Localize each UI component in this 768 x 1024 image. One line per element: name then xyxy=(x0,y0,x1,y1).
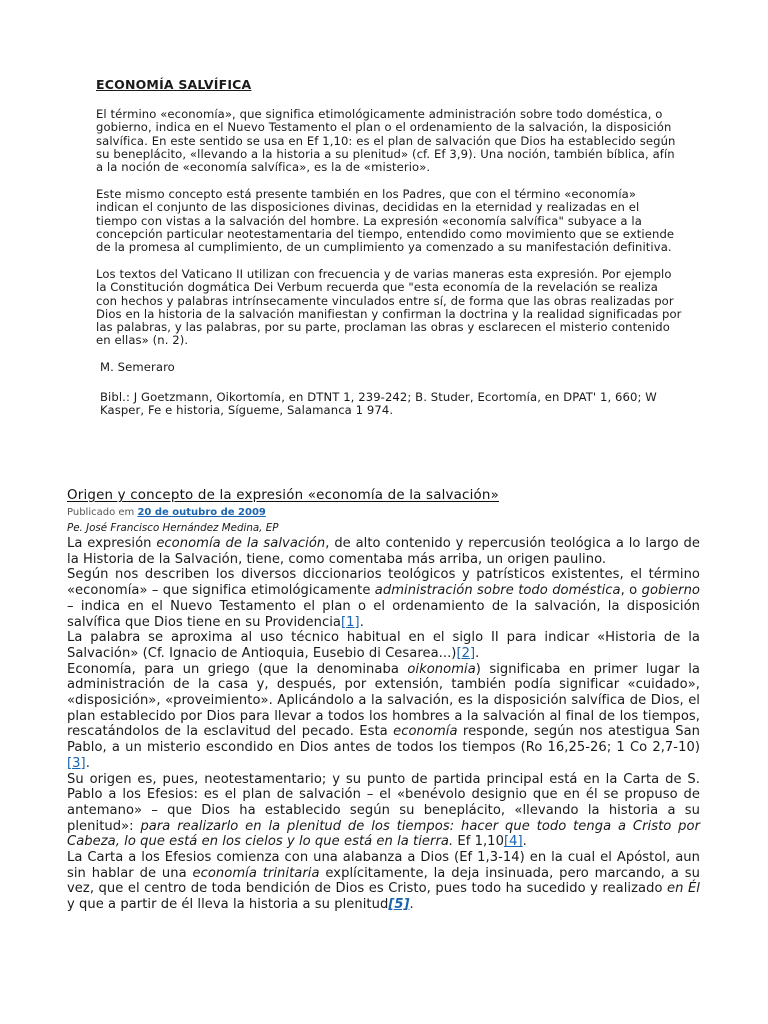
summary-paragraph-2: Este mismo concepto está presente también en los Padres, que con el término «economía» indican el conjunto de las disposiciones divinas, decididas en la eternidad y realizadas en el tiempo con vistas a la salvación del hombre. La expresión «economía salvífica" subyace a la concepción particular neotestamentaria del tiempo, entendido como movimiento que se extiende de la promesa al cumplimiento, de un cumplimiento ya comenzado a su manifestación definitiva. xyxy=(96,187,675,255)
emphasis: en Él xyxy=(667,881,700,897)
text: . xyxy=(85,755,90,771)
footnote-link-1[interactable]: [1] xyxy=(340,614,360,630)
emphasis: economía de la salvación xyxy=(156,536,326,551)
text: Economía, para un griego (que la denominaba xyxy=(67,661,408,677)
publish-info xyxy=(67,507,700,519)
text: La palabra se aproxima al uso técnico habitual en el siglo II para indicar «Historia de la Salvación» (Cf. Ignacio de Antioquia, Eusebio di Cesarea...) xyxy=(67,630,700,661)
footnote-link-3[interactable]: [3] xyxy=(67,755,86,771)
emphasis: para realizarlo en la plenitud de los tiempos: hacer que todo tenga a Cristo por Cabeza, lo que está en los cielos y lo que está en la tierra. xyxy=(67,818,700,850)
article-paragraph-5 xyxy=(67,772,700,851)
publish-prefix: Publicado em xyxy=(67,507,138,518)
emphasis: economía xyxy=(393,724,458,740)
article-section xyxy=(67,488,700,913)
text: – indica en el Nuevo Testamento el plan o el ordenamiento de la salvación, la disposición salvífica que Dios tiene en su Providencia xyxy=(67,598,700,630)
article-paragraph-6 xyxy=(67,850,700,913)
footnote-link-2[interactable]: [2] xyxy=(456,645,476,661)
author-signature: M. Semeraro xyxy=(100,360,175,375)
emphasis: administración sobre todo doméstica xyxy=(374,583,621,599)
emphasis: oikonomia xyxy=(407,661,476,677)
footnote-link-4[interactable]: [4] xyxy=(503,834,523,850)
summary-paragraph-3: Los textos del Vaticano II utilizan con frecuencia y de varias maneras esta expresión. Por ejemplo la Constitución dogmática Dei Verbum recuerda que "esta economía de la revelación se realiza con hechos y palabras intrínsecamente vinculados entre sí, de forma que las obras realizadas por Dios en la historia de la salvación manifiestan y confirman la doctrina y la realidad significadas por las palabras, y las palabras, por su parte, proclaman las obras y esclarecen el misterio contenido en ellas» (n. 2). xyxy=(96,267,682,348)
bibliography: Bibl.: J Goetzmann, Oikortomía, en DTNT 1, 239-242; B. Studer, Ecortomía, en DPAT' 1, 660; W Kasper, Fe e historia, Sígueme, Salamanca 1 974. xyxy=(100,389,657,417)
text: La expresión xyxy=(67,536,157,551)
article-paragraph-3 xyxy=(67,630,700,661)
text: y que a partir de él lleva la historia a su plenitud xyxy=(67,897,389,913)
article-paragraph-2 xyxy=(67,567,700,630)
text: , de alto contenido y repercusión teológica a lo largo de la Historia de la Salvación, tiene, como comentaba más arriba, un origen paulino. xyxy=(67,536,700,567)
article-paragraph-4 xyxy=(67,662,700,772)
text: , o xyxy=(620,583,642,599)
text: responde, según nos atestigua San Pablo, a un misterio escondido en Dios antes de todos los tiempos (Ro 16,25-26; 1 Co 2,7-10) xyxy=(67,724,700,756)
article-author: Pe. José Francisco Hernández Medina, EP xyxy=(67,522,279,534)
text: Ef 1,10 xyxy=(453,834,504,850)
text: ) significaba en primer lugar la administración de la casa y, después, por extensión, también podía significar «cuidado», «disposición», «proveimiento». Aplicándolo a la salvación, es la disposición salvífica de Dios, el plan establecido por Dios para llevar a todos los hombres a la salvación al final de los tiempos, rescatándolos de la esclavitud del pecado. Esta xyxy=(67,661,701,740)
article-paragraph-1 xyxy=(67,536,700,567)
text: La Carta a los Efesios comienza con una alabanza a Dios (Ef 1,3-14) en la cual el Apóstol, aun sin hablar de una xyxy=(67,850,700,881)
text: . xyxy=(475,645,480,661)
text: Su origen es, pues, neotestamentario; y su punto de partida principal está en la Carta de S. Pablo a los Efesios: es el plan de salvación – el «benévolo designio que en él se propuso de antemano» – que Dios ha establecido según su beneplácito, «llevando la historia a su plenitud»: xyxy=(67,771,700,834)
article-body xyxy=(67,536,700,913)
text: . xyxy=(522,834,527,850)
section-title: ECONOMÍA SALVÍFICA xyxy=(96,77,252,92)
summary-paragraph-1: El término «economía», que significa etimológicamente administración sobre todo doméstica, o gobierno, indica en el Nuevo Testamento el plan o el ordenamiento de la salvación, la disposición salvífica. En este sentido se usa en Ef 1,10: es el plan de salvación que Dios ha establecido según su beneplácito, «llevando a la historia a su plenitud» (cf. Ef 3,9). Una noción, también bíblica, afín a la noción de «economía salvífica», es la de «misterio». xyxy=(96,107,676,175)
text: explícitamente, la deja insinuada, pero marcando, a su vez, que el centro de toda bendición de Dios es Cristo, pues todo ha sucedido y realizado xyxy=(67,865,700,897)
text: Según nos describen los diversos diccionarios teológicos y patrísticos existentes, el término «economía» – que significa etimológicamente xyxy=(67,567,700,599)
footnote-link-5[interactable]: [5] xyxy=(388,897,410,913)
emphasis: gobierno xyxy=(641,583,700,599)
text: . xyxy=(409,897,414,913)
emphasis: economía trinitaria xyxy=(192,865,320,881)
article-title: Origen y concepto de la expresión «economía de la salvación» xyxy=(67,488,500,503)
text: . xyxy=(359,614,364,630)
summary-section xyxy=(96,78,682,431)
publish-date-link[interactable]: 20 de outubro de 2009 xyxy=(137,507,266,518)
